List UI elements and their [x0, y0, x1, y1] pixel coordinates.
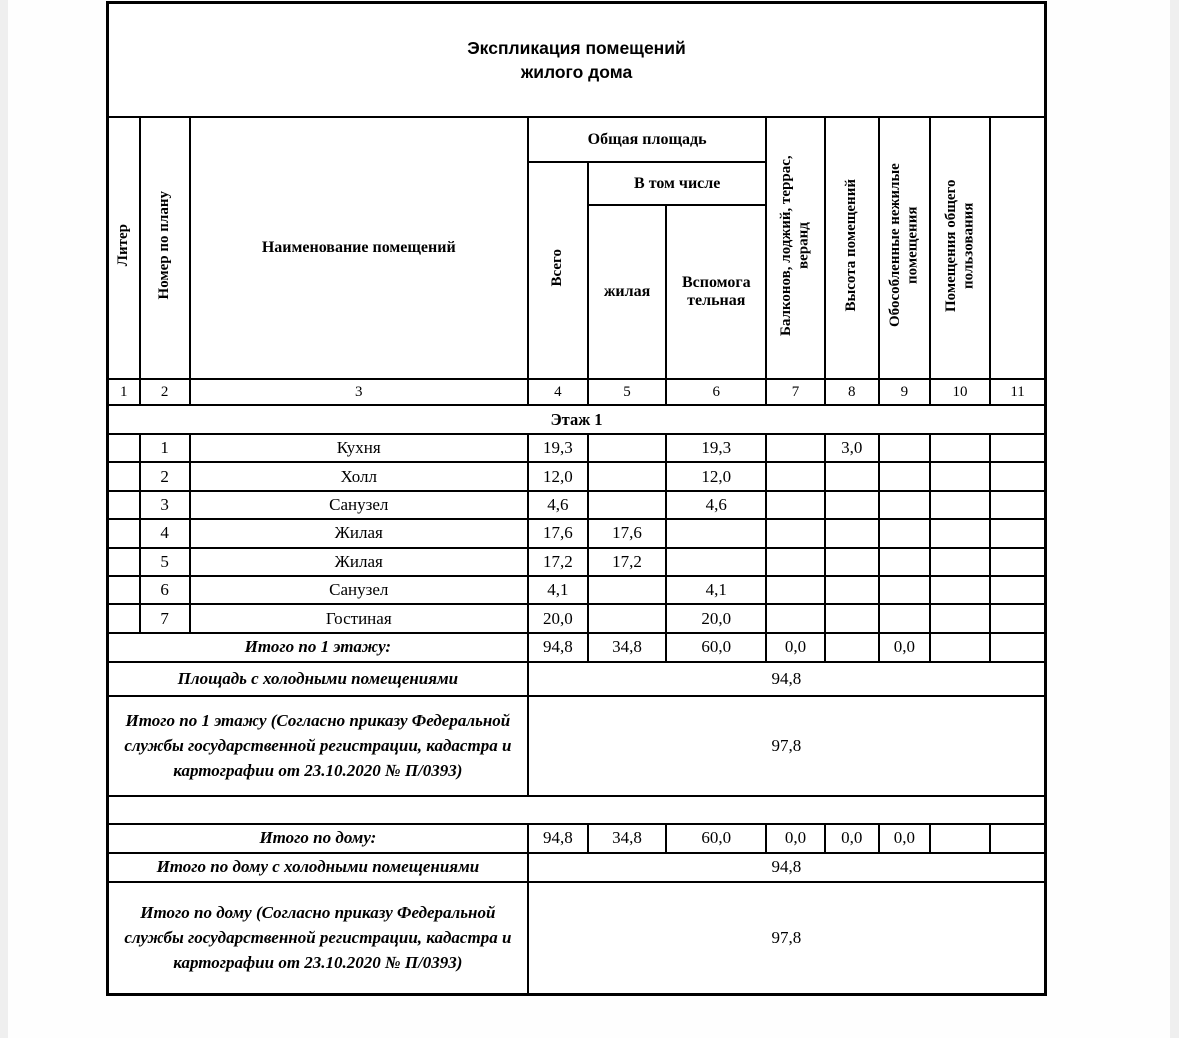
cell-balcony — [766, 434, 824, 462]
cell-auxiliary: 19,3 — [666, 434, 766, 462]
cell-extra — [990, 604, 1045, 632]
floor-order-label: Итого по 1 этажу (Согласно приказу Федеральной службы государственной регистрации, кадастра и картографии от 23.10.2020 № П/0393) — [108, 696, 528, 796]
floor-order-value: 97,8 — [528, 696, 1046, 796]
cell-height — [825, 604, 879, 632]
cell-separate — [879, 548, 930, 576]
cell-plan-number: 3 — [140, 491, 190, 519]
cell-total: 19,3 — [528, 434, 588, 462]
cell-liter — [108, 491, 140, 519]
col-num-4: 4 — [528, 379, 588, 405]
document-page — [8, 0, 1170, 1038]
cell-height — [825, 462, 879, 490]
table-row — [108, 519, 1046, 547]
house-totals-row — [108, 824, 1046, 853]
cell-height — [825, 548, 879, 576]
cell-common — [930, 633, 990, 662]
cell-plan-number: 6 — [140, 576, 190, 604]
cell-liter — [108, 462, 140, 490]
col-header-including: В том числе — [588, 162, 767, 205]
cell-height — [825, 633, 879, 662]
col-num-8: 8 — [825, 379, 879, 405]
cell-extra — [990, 434, 1045, 462]
cell-plan-number: 2 — [140, 462, 190, 490]
cell-liter — [108, 576, 140, 604]
cell-common — [930, 434, 990, 462]
col-num-7: 7 — [766, 379, 824, 405]
col-header-common-use: Помещения общего пользования — [930, 117, 990, 379]
house-cold-row — [108, 853, 1046, 882]
cell-height — [825, 491, 879, 519]
col-num-6: 6 — [666, 379, 766, 405]
cell-total: 94,8 — [528, 824, 588, 853]
cell-common — [930, 604, 990, 632]
cell-living: 17,2 — [588, 548, 666, 576]
cell-liter — [108, 434, 140, 462]
col-num-11: 11 — [990, 379, 1045, 405]
col-num-5: 5 — [588, 379, 666, 405]
floor-totals-label: Итого по 1 этажу: — [108, 633, 528, 662]
col-header-living: жилая — [588, 205, 666, 379]
cell-auxiliary: 60,0 — [666, 633, 766, 662]
cell-balcony: 0,0 — [766, 633, 824, 662]
cell-total: 17,2 — [528, 548, 588, 576]
cold-area-row — [108, 662, 1046, 696]
cell-height — [825, 519, 879, 547]
col-num-3: 3 — [190, 379, 528, 405]
cell-living — [588, 604, 666, 632]
cell-common — [930, 519, 990, 547]
cold-area-value: 94,8 — [528, 662, 1046, 696]
col-header-liter: Литер — [108, 117, 140, 379]
cell-auxiliary — [666, 519, 766, 547]
table-row — [108, 462, 1046, 490]
cell-room-name: Жилая — [190, 519, 528, 547]
document-title-cell — [108, 3, 1046, 118]
cell-living: 34,8 — [588, 824, 666, 853]
cell-separate: 0,0 — [879, 633, 930, 662]
cell-total: 94,8 — [528, 633, 588, 662]
cell-auxiliary: 12,0 — [666, 462, 766, 490]
floor-section-label: Этаж 1 — [108, 405, 1046, 434]
cell-extra — [990, 519, 1045, 547]
cell-auxiliary: 4,1 — [666, 576, 766, 604]
cell-living — [588, 576, 666, 604]
col-header-auxiliary: Вспомога тельная — [666, 205, 766, 379]
house-order-label: Итого по дому (Согласно приказу Федеральной службы государственной регистрации, кадастра и картографии от 23.10.2020 № П/0393) — [108, 882, 528, 995]
col-header-separate-nonresidential: Обособленные нежилые помещения — [879, 117, 930, 379]
house-totals-label: Итого по дому: — [108, 824, 528, 853]
cell-plan-number: 4 — [140, 519, 190, 547]
cell-common — [930, 576, 990, 604]
col-header-height: Высота помещений — [825, 117, 879, 379]
col-header-extra — [990, 117, 1045, 379]
cell-room-name: Санузел — [190, 491, 528, 519]
cell-total: 4,6 — [528, 491, 588, 519]
explication-document — [106, 1, 1047, 996]
floor-order-row — [108, 696, 1046, 796]
col-header-balconies: Балконов, лоджий, террас, веранд — [766, 117, 824, 379]
cell-common — [930, 548, 990, 576]
cell-height — [825, 576, 879, 604]
cell-common — [930, 462, 990, 490]
cell-living — [588, 462, 666, 490]
cell-common — [930, 491, 990, 519]
house-cold-value: 94,8 — [528, 853, 1046, 882]
cell-balcony — [766, 576, 824, 604]
cell-living — [588, 491, 666, 519]
floor-totals-row — [108, 633, 1046, 662]
cell-extra — [990, 548, 1045, 576]
spacer-row — [108, 796, 1046, 824]
floor-section-row — [108, 405, 1046, 434]
cell-liter — [108, 604, 140, 632]
cell-room-name: Холл — [190, 462, 528, 490]
table-row — [108, 604, 1046, 632]
cell-room-name: Кухня — [190, 434, 528, 462]
cell-separate: 0,0 — [879, 824, 930, 853]
cell-auxiliary: 4,6 — [666, 491, 766, 519]
house-order-row — [108, 882, 1046, 995]
cell-separate — [879, 434, 930, 462]
cell-separate — [879, 576, 930, 604]
col-num-9: 9 — [879, 379, 930, 405]
cell-total: 4,1 — [528, 576, 588, 604]
cell-plan-number: 5 — [140, 548, 190, 576]
cell-extra — [990, 824, 1045, 853]
col-header-total-area-group: Общая площадь — [528, 117, 767, 162]
cell-total: 20,0 — [528, 604, 588, 632]
house-cold-label: Итого по дому с холодными помещениями — [108, 853, 528, 882]
title-line-1: Экспликация помещений — [467, 38, 686, 58]
cell-liter — [108, 548, 140, 576]
spacer-cell — [108, 796, 1046, 824]
table-row — [108, 548, 1046, 576]
cell-living: 34,8 — [588, 633, 666, 662]
cell-common — [930, 824, 990, 853]
cell-liter — [108, 519, 140, 547]
cell-separate — [879, 462, 930, 490]
cell-balcony — [766, 548, 824, 576]
cell-balcony — [766, 491, 824, 519]
cold-area-label: Площадь с холодными помещениями — [108, 662, 528, 696]
cell-separate — [879, 604, 930, 632]
col-header-room-name: Наименование помещений — [190, 117, 528, 379]
table-row — [108, 576, 1046, 604]
col-header-total: Всего — [528, 162, 588, 379]
cell-balcony — [766, 519, 824, 547]
table-row — [108, 434, 1046, 462]
cell-separate — [879, 491, 930, 519]
cell-living — [588, 434, 666, 462]
cell-room-name: Жилая — [190, 548, 528, 576]
cell-auxiliary — [666, 548, 766, 576]
cell-plan-number: 1 — [140, 434, 190, 462]
cell-balcony — [766, 462, 824, 490]
col-num-10: 10 — [930, 379, 990, 405]
cell-room-name: Санузел — [190, 576, 528, 604]
cell-extra — [990, 491, 1045, 519]
document-title — [109, 36, 1044, 84]
cell-auxiliary: 60,0 — [666, 824, 766, 853]
cell-balcony: 0,0 — [766, 824, 824, 853]
cell-total: 17,6 — [528, 519, 588, 547]
title-line-2: жилого дома — [520, 62, 633, 82]
cell-total: 12,0 — [528, 462, 588, 490]
cell-extra — [990, 633, 1045, 662]
cell-separate — [879, 519, 930, 547]
cell-height: 0,0 — [825, 824, 879, 853]
col-num-2: 2 — [140, 379, 190, 405]
cell-living: 17,6 — [588, 519, 666, 547]
col-num-1: 1 — [108, 379, 140, 405]
cell-balcony — [766, 604, 824, 632]
column-numbers-row — [108, 379, 1046, 405]
table-row — [108, 491, 1046, 519]
cell-plan-number: 7 — [140, 604, 190, 632]
house-order-value: 97,8 — [528, 882, 1046, 995]
cell-room-name: Гостиная — [190, 604, 528, 632]
cell-extra — [990, 576, 1045, 604]
cell-extra — [990, 462, 1045, 490]
cell-auxiliary: 20,0 — [666, 604, 766, 632]
explication-table — [106, 1, 1047, 996]
cell-height: 3,0 — [825, 434, 879, 462]
col-header-plan-number: Номер по плану — [140, 117, 190, 379]
